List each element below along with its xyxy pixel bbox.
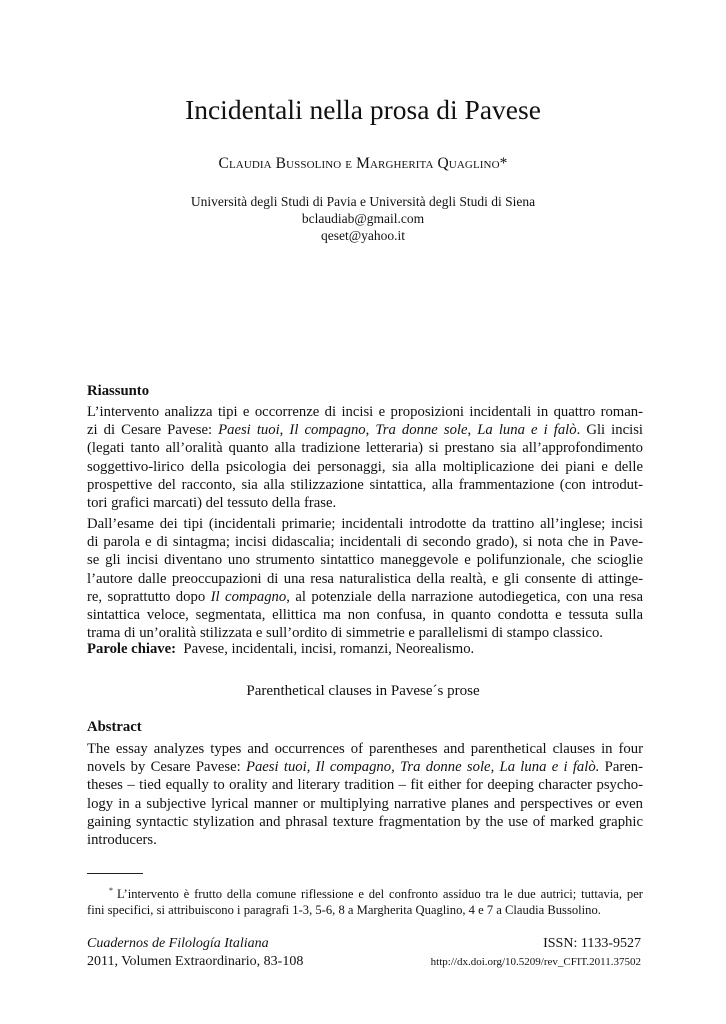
text-line: prospettive del racconto, sia alla stilizzazione sintattica, alla frammentazione (con introdut-	[87, 476, 643, 493]
text-line: novels by Cesare Pavese: Paesi tuoi, Il compagno, Tra donne sole, La luna e i falò. Paren-	[87, 759, 643, 776]
abstract-heading: Abstract	[87, 719, 142, 735]
text-line: gaining syntactic stylization and phrasal texture fragmentation by the use of marked graphic	[87, 813, 643, 830]
text-line: sintattica veloce, segmentata, ellittica ma non confusa, in quanto condotta e tessuta sulla	[87, 607, 643, 624]
footnote-divider	[87, 873, 143, 874]
footnote-marker: *	[109, 886, 113, 895]
affiliation-institutions: Università degli Studi di Pavia e Università degli Studi di Siena	[190, 194, 536, 209]
doi-link[interactable]: http://dx.doi.org/10.5209/rev_CFIT.2011.37502	[430, 956, 641, 968]
author-email-1[interactable]: bclaudiab@gmail.com	[301, 211, 425, 226]
text-line: re, soprattutto dopo Il compagno, al potenziale della narrazione autodiegetica, con una resa	[87, 588, 643, 605]
abstract-paragraph	[87, 740, 643, 849]
english-title: Parenthetical clauses in Pavese´s prose	[246, 683, 480, 699]
text-line: se gli incisi diventano uno strumento sintattico maneggevole e polifunzionale, che scioglie	[87, 552, 643, 569]
text-line: introducers.	[87, 832, 157, 849]
article-authors: Claudia Bussolino e Margherita Quaglino*	[218, 155, 508, 172]
text-line: di parola e di sintagma; incisi didascalia; incidentali di secondo grado), si nota che in Pave-	[87, 534, 643, 551]
footnote	[87, 883, 643, 918]
text-line: soggettivo-lirico della psicologia dei personaggi, sia alla moltiplicazione dei piani e delle	[87, 458, 643, 475]
riassunto-heading: Riassunto	[87, 383, 150, 399]
text-line: L’intervento analizza tipi e occorrenze di incisi e proposizioni incidentali in quattro roman-	[87, 404, 643, 420]
text-line: logy in a subjective lyrical manner or multiplying narrative planes and perspectives or even	[87, 795, 643, 812]
text-line: tori grafici marcati) del tessuto della frase.	[87, 495, 337, 512]
text-line: theses – tied equally to orality and literary tradition – fit either for deeping character psycho-	[87, 777, 643, 794]
footnote-line: fini specifici, si attribuiscono i paragrafi 1-3, 5-6, 8 a Margherita Quaglino, 4 e 7 a Claudia Bussolino.	[87, 903, 601, 917]
journal-volume: 2011, Volumen Extraordinario, 83-108	[87, 954, 304, 969]
text-line: (legati tanto all’oralità quanto alla tradizione letteraria) si prestano sia all’approfondimento	[87, 440, 643, 457]
text-line: trama di un’oralità stilizzata e sull’ordito di simmetrie e parallelismi di stampo classico.	[87, 625, 603, 642]
keywords-line	[87, 640, 643, 658]
footnote-line: * L’intervento è frutto della comune riflessione e del confronto assiduo tra le due autrici; tuttavia, per	[109, 886, 643, 901]
journal-name: Cuadernos de Filología Italiana	[87, 936, 269, 951]
text-line: l’autore dalle preoccupazioni di una resa naturalistica della realtà, e gli consente di attinge-	[87, 570, 643, 587]
journal-issn: ISSN: 1133-9527	[543, 936, 641, 951]
affiliation-block	[0, 193, 726, 244]
author-email-2[interactable]: qeset@yahoo.it	[320, 228, 406, 243]
riassunto-paragraph-1	[87, 403, 643, 512]
keywords-text: Pavese, incidentali, incisi, romanzi, Neorealismo.	[183, 641, 475, 657]
riassunto-paragraph-2	[87, 515, 643, 642]
article-title: Incidentali nella prosa di Pavese	[185, 94, 541, 125]
text-line: zi di Cesare Pavese: Paesi tuoi, Il compagno, Tra donne sole, La luna e i falò. Gli incisi	[87, 422, 644, 439]
text-line: The essay analyzes types and occurrences of parentheses and parenthetical clauses in four	[87, 741, 643, 757]
keywords-label: Parole chiave:	[87, 641, 177, 657]
text-line: Dall’esame dei tipi (incidentali primarie; incidentali introdotte da trattino all’inglese; incisi	[87, 516, 643, 532]
